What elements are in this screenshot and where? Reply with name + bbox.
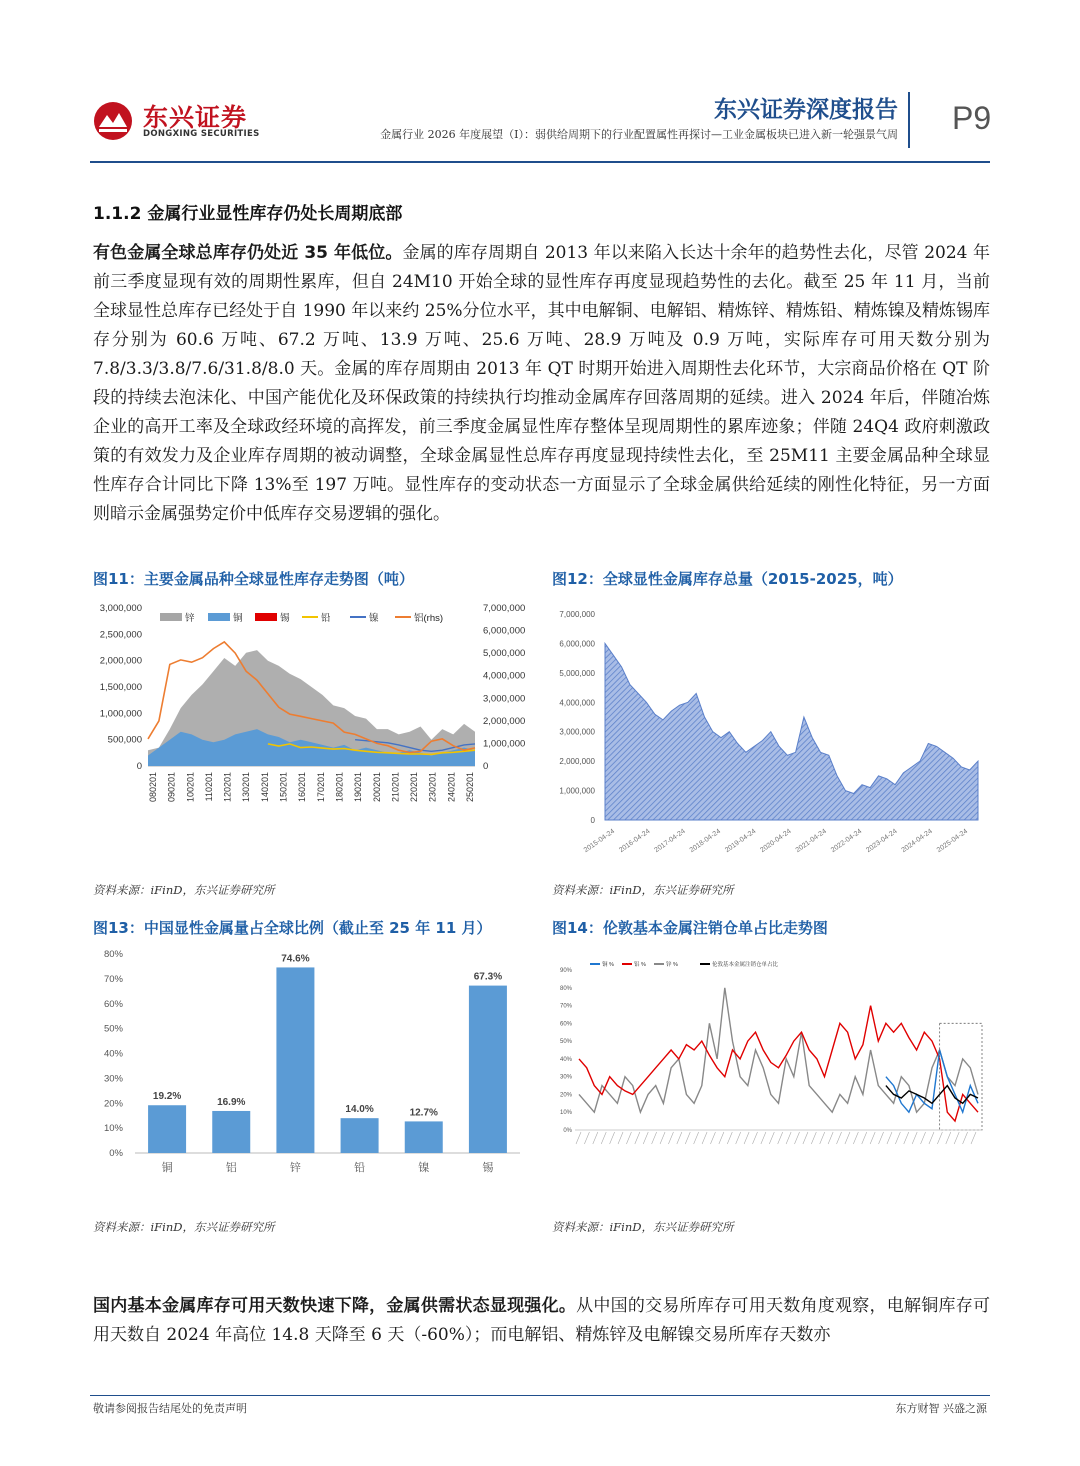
x-tick-label: 150201 (278, 772, 289, 803)
x-tick-label: 2018-04-24 (688, 827, 723, 855)
paragraph-inventory-days (93, 1292, 990, 1350)
y-tick-label: 60% (103, 998, 123, 1010)
bar-value-label: 19.2% (152, 1091, 182, 1103)
y-tick-label: 70% (559, 1003, 572, 1010)
legend-label: 铅 (321, 613, 331, 624)
page-number: P9 (952, 100, 992, 136)
x-tick-label: 2019-04-24 (723, 827, 758, 855)
x-category-label: 镍 (418, 1162, 430, 1174)
bar (341, 1118, 379, 1153)
logo-text-cn: 东兴证券 (143, 103, 248, 132)
x-category-label: 铝 (225, 1162, 237, 1174)
x-tick-label: 190201 (353, 772, 364, 803)
x-category-label: 铅 (354, 1162, 366, 1174)
x-tick-label: 2020-04-24 (759, 827, 793, 855)
y-tick-label: 50% (559, 1039, 572, 1046)
legend-label: 镍 (369, 613, 379, 624)
header-divider (908, 92, 910, 148)
y-right-tick-label: 5,000,000 (483, 648, 526, 660)
x-tick-label: 080201 (148, 772, 158, 803)
x-tick-label: 220201 (409, 772, 420, 803)
x-tick-mark (837, 1132, 842, 1144)
x-tick-mark (879, 1132, 884, 1144)
x-tick-mark (727, 1132, 732, 1144)
y-tick-label: 7,000,000 (559, 610, 595, 619)
bar (405, 1121, 443, 1153)
fig11-chart (90, 596, 535, 846)
x-category-label: 铜 (161, 1162, 173, 1174)
y-tick-label: 60% (559, 1021, 572, 1028)
x-tick-mark (963, 1132, 968, 1144)
fig12-title: 图12：全球显性金属库存总量（2015-2025，吨） (552, 570, 903, 588)
x-tick-label: 110201 (203, 772, 214, 802)
x-tick-mark (610, 1132, 615, 1144)
y-tick-label: 80% (559, 985, 572, 992)
x-tick-mark (719, 1132, 724, 1144)
x-tick-mark (971, 1132, 976, 1144)
x-tick-mark (618, 1132, 623, 1144)
legend-swatch (160, 613, 182, 621)
x-tick-label: 210201 (390, 772, 401, 803)
footer-disclaimer[interactable]: 敬请参阅报告结尾处的免责声明 (93, 1402, 247, 1415)
y-right-tick-label: 4,000,000 (483, 670, 526, 682)
x-tick-label: 140201 (259, 772, 270, 803)
report-type: 东兴证券深度报告 (714, 97, 898, 123)
x-tick-mark (954, 1132, 959, 1144)
fig12-chart (550, 600, 990, 870)
x-tick-mark (702, 1132, 707, 1144)
y-tick-label: 20% (103, 1098, 123, 1110)
y-right-tick-label: 7,000,000 (483, 603, 526, 614)
logo-text-en: DONGXING SECURITIES (143, 129, 260, 139)
x-tick-mark (736, 1132, 741, 1144)
fig13-chart (90, 940, 535, 1190)
bar-value-label: 16.9% (217, 1096, 246, 1108)
y-tick-label: 6,000,000 (559, 639, 595, 649)
legend-swatch (255, 613, 277, 621)
x-tick-mark (626, 1132, 631, 1144)
legend-label: 铝(rhs) (414, 613, 444, 624)
x-tick-mark (912, 1132, 917, 1144)
x-tick-mark (685, 1132, 690, 1144)
bar (148, 1105, 186, 1153)
fig13-source: 资料来源：iFinD，东兴证券研究所 (93, 1220, 275, 1234)
fig12-source: 资料来源：iFinD，东兴证券研究所 (552, 883, 734, 897)
y-tick-label: 1,000,000 (559, 786, 595, 796)
x-tick-label: 090201 (166, 772, 177, 803)
paragraph-inventory (93, 239, 990, 529)
legend-label: 伦敦基本金属注销仓单占比 (712, 962, 779, 968)
y-tick-label: 5,000,000 (559, 668, 595, 678)
y-left-tick-label: 3,000,000 (99, 603, 142, 614)
x-tick-label: 2017-04-24 (653, 827, 687, 855)
legend-label: 锌 (185, 613, 195, 624)
y-tick-label: 30% (103, 1073, 123, 1085)
x-tick-mark (752, 1132, 757, 1144)
bar-value-label: 74.6% (281, 953, 310, 965)
footer-slogan: 东方财智 兴盛之源 (895, 1402, 987, 1415)
paragraph-lead: 有色金属全球总库存仍处近 35 年低位。 (93, 243, 403, 263)
fig13-title: 图13：中国显性金属量占全球比例（截止至 25 年 11 月） (93, 919, 492, 937)
y-tick-label: 30% (559, 1074, 572, 1081)
x-tick-label: 2024-04-24 (900, 827, 934, 855)
bar-value-label: 14.0% (345, 1104, 374, 1116)
x-tick-mark (635, 1132, 640, 1144)
x-category-label: 锌 (289, 1162, 301, 1174)
x-tick-mark (761, 1132, 766, 1144)
x-tick-label: 160201 (297, 772, 308, 803)
x-tick-mark (668, 1132, 673, 1144)
bar-value-label: 67.3% (473, 971, 503, 983)
x-tick-label: 240201 (446, 772, 457, 803)
legend-label: 铜 (233, 613, 243, 624)
x-tick-mark (786, 1132, 791, 1144)
paragraph-lead: 国内基本金属库存可用天数快速下降，金属供需状态显现强化。 (93, 1296, 577, 1316)
x-tick-label: 2015-04-24 (582, 827, 617, 855)
bar-value-label: 12.7% (409, 1107, 438, 1119)
x-tick-mark (694, 1132, 699, 1144)
bar (212, 1111, 250, 1153)
legend-label: 锡 (280, 613, 290, 624)
bar (469, 986, 507, 1153)
x-tick-mark (921, 1132, 926, 1144)
x-tick-mark (904, 1132, 909, 1144)
x-tick-mark (643, 1132, 648, 1144)
y-tick-label: 40% (559, 1056, 572, 1063)
y-tick-label: 50% (103, 1023, 123, 1035)
inventory-area (605, 643, 978, 820)
x-tick-mark (576, 1132, 581, 1144)
y-right-tick-label: 2,000,000 (483, 715, 526, 727)
x-tick-label: 100201 (185, 772, 196, 803)
x-tick-mark (769, 1132, 774, 1144)
y-left-tick-label: 0 (136, 761, 142, 772)
x-tick-mark (853, 1132, 858, 1144)
y-left-tick-label: 2,500,000 (99, 629, 142, 641)
y-right-tick-label: 1,000,000 (483, 738, 526, 750)
page-header (0, 0, 1080, 170)
y-tick-label: 4,000,000 (559, 698, 595, 708)
zinc-line (579, 988, 978, 1112)
x-tick-label: 170201 (315, 772, 326, 803)
y-tick-label: 80% (103, 949, 123, 960)
x-tick-mark (929, 1132, 934, 1144)
x-tick-mark (660, 1132, 665, 1144)
x-category-label: 锡 (482, 1162, 494, 1174)
x-tick-label: 250201 (465, 772, 475, 803)
x-tick-mark (744, 1132, 749, 1144)
fig11-source: 资料来源：iFinD，东兴证券研究所 (93, 883, 275, 897)
x-tick-mark (584, 1132, 589, 1144)
y-right-tick-label: 3,000,000 (483, 693, 526, 705)
y-right-tick-label: 0 (483, 761, 489, 772)
y-tick-label: 2,000,000 (559, 757, 595, 767)
x-tick-label: 2021-04-24 (794, 827, 828, 855)
y-tick-label: 0% (563, 1128, 572, 1134)
dongxing-logo-icon (93, 101, 133, 141)
x-tick-mark (795, 1132, 800, 1144)
x-tick-label: 2022-04-24 (829, 827, 864, 855)
x-tick-mark (677, 1132, 682, 1144)
highlight-box (940, 1023, 982, 1130)
x-tick-label: 230201 (427, 772, 438, 803)
x-tick-mark (862, 1132, 867, 1144)
section-title: 1.1.2 金属行业显性库存仍处长周期底部 (93, 204, 403, 224)
legend-label: 铜 % (602, 962, 614, 968)
legend-label: 锌 % (666, 962, 678, 968)
y-left-tick-label: 1,000,000 (99, 708, 142, 720)
x-tick-label: 2016-04-24 (618, 827, 652, 855)
y-left-tick-label: 1,500,000 (99, 682, 142, 693)
y-tick-label: 70% (103, 973, 123, 985)
x-tick-mark (652, 1132, 657, 1144)
y-tick-label: 10% (103, 1123, 123, 1135)
x-tick-label: 180201 (334, 772, 345, 803)
y-tick-label: 90% (559, 968, 572, 974)
x-tick-mark (820, 1132, 825, 1144)
fig14-chart (550, 955, 990, 1175)
footer-rule (90, 1395, 990, 1396)
x-tick-mark (803, 1132, 808, 1144)
x-tick-label: 2025-04-24 (935, 827, 970, 855)
fig11-title: 图11：主要金属品种全球显性库存走势图（吨） (93, 570, 414, 588)
y-right-tick-label: 6,000,000 (483, 625, 526, 637)
x-tick-mark (811, 1132, 816, 1144)
x-tick-label: 120201 (222, 772, 233, 803)
x-tick-mark (937, 1132, 942, 1144)
y-tick-label: 20% (559, 1092, 572, 1099)
x-tick-mark (870, 1132, 875, 1144)
fig14-title: 图14：伦敦基本金属注销仓单占比走势图 (552, 919, 828, 937)
x-tick-mark (887, 1132, 892, 1144)
y-tick-label: 0% (109, 1148, 123, 1159)
report-subtitle: 金属行业 2026 年度展望（Ⅰ）：弱供给周期下的行业配置属性再探讨—工业金属板块已进入新一轮强景气周 (380, 128, 898, 141)
bar (276, 967, 314, 1153)
x-tick-mark (710, 1132, 715, 1144)
x-tick-mark (845, 1132, 850, 1144)
y-tick-label: 40% (103, 1048, 123, 1060)
paragraph-body: 从中国的交易所库存可用天数角度观察，电解铜库存可用天数自 2024 年高位 14.8 天降至 6 天（-60%）；而电解铝、精炼锌及电解镍交易所库存天数亦 (93, 1296, 991, 1345)
x-tick-label: 130201 (241, 772, 252, 803)
y-tick-label: 0 (590, 816, 595, 825)
x-tick-mark (778, 1132, 783, 1144)
paragraph-body: 金属的库存周期自 2013 年以来陷入长达十余年的趋势性去化，尽管 2024 年前三季度显现有效的周期性累库，但自 24M10 开始全球的显性库存再度显现趋势性的去化。截至 25 年 11 月，当前全球显性总库存已经处于自 1990 年以来约 25%分位水平，其中电解铜、电解铝、精炼锌、精炼铅、精炼镍及精炼锡库存分别为 60.6 万吨、67.2 万吨、13.9 万吨、25.6 万吨、28.9 万吨及 0.9 万吨，实际库存可用天数分别为 7.8/3.3/3.8/7.6/31.8/8.0 天。金属的库存周期由 2013 年 QT 时期开始进入周期性去化环节，大宗商品价格在 QT 阶段的持续去泡沫化、中国产能优化及环保政策的持续执行均推动金属库存回落周期的延续。进入 2024 年后，伴随冶炼企业的高开工率及全球政经环境的高挥发，前三季度金属显性库存整体呈现周期性的累库迹象；伴随 24Q4 政府刺激政策的有效发力及企业库存周期的被动调整，全球金属显性总库存再度显现持续性去化，至 25M11 主要金属品种全球显性库存合计同比下降 13%至 197 万吨。显性库存的变动状态一方面显示了全球金属供给延续的刚性化特征，另一方面则暗示金属强势定价中低库存交易逻辑的强化。 (93, 243, 990, 524)
y-left-tick-label: 2,000,000 (99, 655, 142, 667)
y-left-tick-label: 500,000 (107, 734, 142, 746)
legend-swatch (208, 613, 230, 621)
x-tick-mark (946, 1132, 951, 1144)
x-tick-mark (601, 1132, 606, 1144)
x-tick-mark (593, 1132, 598, 1144)
x-tick-label: 200201 (371, 772, 382, 803)
x-tick-mark (895, 1132, 900, 1144)
fig14-source: 资料来源：iFinD，东兴证券研究所 (552, 1220, 734, 1234)
header-rule (90, 161, 990, 163)
y-tick-label: 3,000,000 (559, 727, 595, 737)
x-tick-label: 2023-04-24 (865, 827, 899, 855)
legend-label: 铝 % (634, 962, 646, 968)
y-tick-label: 10% (559, 1110, 572, 1117)
x-tick-mark (828, 1132, 833, 1144)
